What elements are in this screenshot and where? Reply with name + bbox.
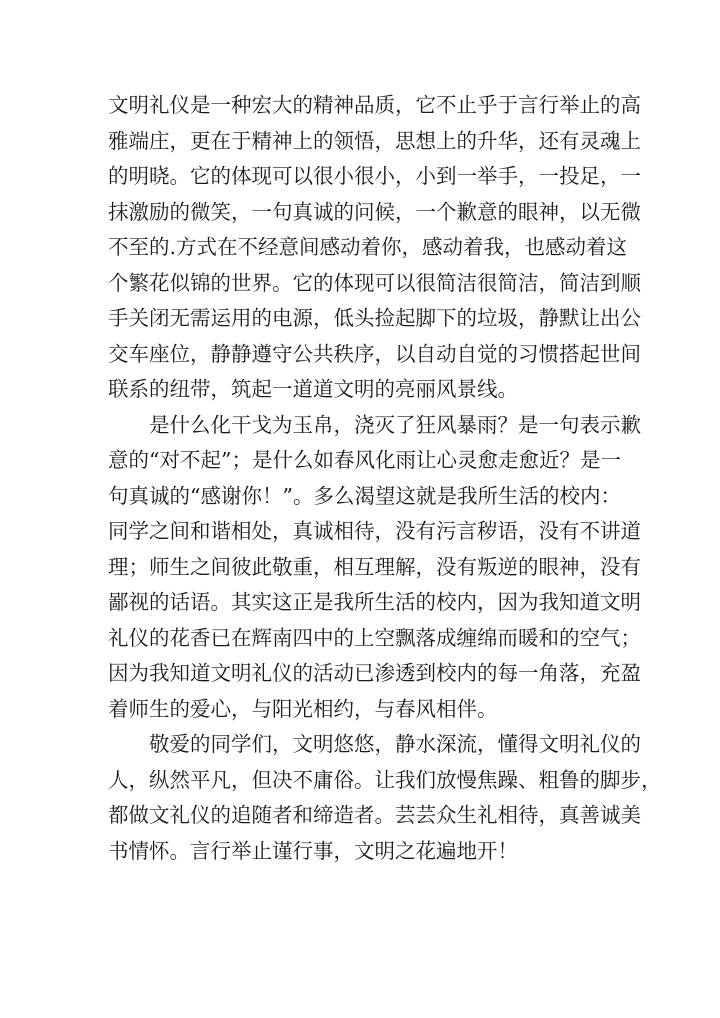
text-line: 抹激励的微笑，一句真诚的问候，一个歉意的眼神，以无微 xyxy=(108,199,641,224)
text-line: 手关闭无需运用的电源，低头捡起脚下的垃圾，静默让出公 xyxy=(108,306,641,330)
text-line: 雅端庄，更在于精神上的领悟，思想上的升华，还有灵魂上 xyxy=(108,128,641,153)
text-line: 文明礼仪是一种宏大的精神品质，它不止乎于言行举止的高 xyxy=(108,93,641,117)
text-line: 礼仪的花香已在辉南四中的上空飘落成缠绵而暖和的空气； xyxy=(108,625,641,650)
paragraph-1 xyxy=(108,88,641,408)
text-line: 都做文礼仪的追随者和缔造者。芸芸众生礼相待，真善诚美 xyxy=(108,803,641,827)
text-line: 着师生的爱心，与阳光相约，与春风相伴。 xyxy=(108,696,498,721)
text-line: 的明晓。它的体现可以很小很小，小到一举手，一投足，一 xyxy=(108,164,641,188)
document-page xyxy=(108,88,662,869)
text-line: 敬爱的同学们，文明悠悠，静水深流，懂得文明礼仪的 xyxy=(108,732,641,756)
text-line: 交车座位，静静遵守公共秩序，以自动自觉的习惯搭起世间 xyxy=(108,341,641,366)
text-line: 书情怀。言行举止谨行事，文明之花遍地开！ xyxy=(108,838,518,863)
text-line: 句真诚的“感谢你！”。多么渴望这就是我所生活的校内： xyxy=(108,483,621,508)
paragraph-3 xyxy=(108,727,662,869)
text-line: 同学之间和谐相处，真诚相待，没有污言秽语，没有不讲道 xyxy=(108,519,641,543)
text-line: 是什么化干戈为玉帛，浇灭了狂风暴雨？是一句表示歉 xyxy=(108,412,641,437)
text-line: 不至的.方式在不经意间感动着你，感动着我，也感动着这 xyxy=(108,235,628,259)
text-line: 因为我知道文明礼仪的活动已渗透到校内的每一角落，充盈 xyxy=(108,661,641,685)
text-line: 个繁花似锦的世界。它的体现可以很简洁很简洁，简洁到顺 xyxy=(108,270,641,295)
paragraph-2 xyxy=(108,408,641,728)
text-line: 鄙视的话语。其实这正是我所生活的校内，因为我知道文明 xyxy=(108,590,641,614)
text-line: 理；师生之间彼此敬重，相互理解，没有叛逆的眼神，没有 xyxy=(108,554,641,579)
text-line: 联系的纽带，筑起一道道文明的亮丽风景线。 xyxy=(108,377,518,401)
text-line: 人，纵然平凡，但决不庸俗。让我们放慢焦躁、粗鲁的脚步， xyxy=(108,767,662,792)
text-line: 意的“对不起”；是什么如春风化雨让心灵愈走愈近？是一 xyxy=(108,448,621,472)
